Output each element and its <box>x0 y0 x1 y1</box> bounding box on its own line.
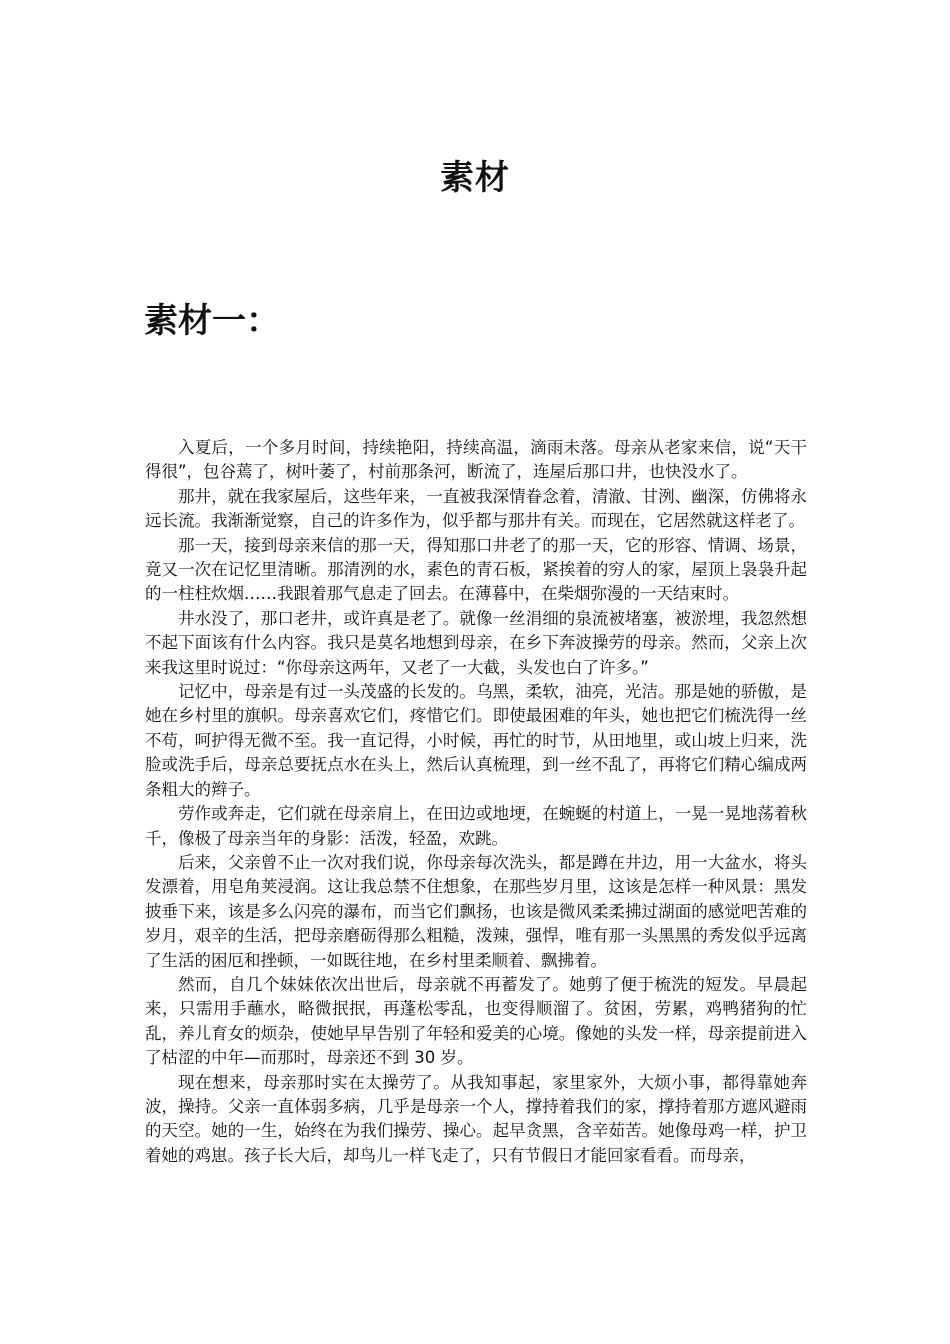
paragraph: 后来，父亲曾不止一次对我们说，你母亲每次洗头，都是蹲在井边，用一大盆水，将头发漂着，用皂角荚浸润。这让我总禁不住想象，在那些岁月里，这该是怎样一种风景：黑发披垂下来，该是多么闪亮的瀑布，而当它们飘扬，也该是微风柔柔拂过湖面的感觉吧苦难的岁月，艰辛的生活，把母亲磨砺得那么粗糙，泼辣，强悍，唯有那一头黑黑的秀发似乎远离了生活的困厄和挫顿，一如既往地，在乡村里柔顺着、飘拂着。 <box>145 852 807 970</box>
paragraph: 那一天，接到母亲来信的那一天，得知那口井老了的那一天，它的形容、情调、场景，竟又一次在记忆里清晰。那清洌的水，素色的青石板，紧挨着的穷人的家，屋顶上袅袅升起的一柱柱炊烟……我跟着那气息走了回去。在薄暮中，在柴烟弥漫的一天结束时。 <box>145 535 807 604</box>
document-title: 素材 <box>440 158 510 198</box>
body-text <box>145 436 807 1168</box>
section-heading: 素材一： <box>144 301 280 341</box>
paragraph: 劳作或奔走，它们就在母亲肩上，在田边或地埂，在蜿蜒的村道上，一晃一晃地荡着秋千，像极了母亲当年的身影：活泼，轻盈，欢跳。 <box>145 804 807 848</box>
paragraph: 那井，就在我家屋后，这些年来，一直被我深情眷念着，清澈、甘洌、幽深，仿佛将永远长流。我渐渐觉察，自己的许多作为，似乎都与那井有关。而现在，它居然就这样老了。 <box>145 486 807 531</box>
paragraph: 现在想来，母亲那时实在太操劳了。从我知事起，家里家外，大烦小事，都得靠她奔波，操持。父亲一直体弱多病，几乎是母亲一个人，撑持着我们的家，撑持着那方遮风避雨的天空。她的一生，始终在为我们操劳、操心。起早贪黑，含辛茹苦。她像母鸡一样，护卫着她的鸡崽。孩子长大后，却鸟儿一样飞走了，只有节假日才能回家看看。而母亲， <box>145 1072 807 1165</box>
paragraph: 井水没了，那口老井，或许真是老了。就像一丝涓细的泉流被堵塞，被淤埋，我忽然想不起下面该有什么内容。我只是莫名地想到母亲，在乡下奔波操劳的母亲。然而，父亲上次来我这里时说过：“你母亲这两年，又老了一大截，头发也白了许多。” <box>145 608 807 677</box>
paragraph: 记忆中，母亲是有过一头茂盛的长发的。乌黑，柔软，油亮，光洁。那是她的骄傲，是她在乡村里的旗帜。母亲喜欢它们，疼惜它们。即使最困难的年头，她也把它们梳洗得一丝不苟，呵护得无微不至。我一直记得，小时候，再忙的时节，从田地里，或山坡上归来，洗脸或洗手后，母亲总要抚点水在头上，然后认真梳理，到一丝不乱了，再将它们精心编成两条粗大的辫子。 <box>145 682 807 799</box>
paragraph: 然而，自几个妹妹依次出世后，母亲就不再蓄发了。她剪了便于梳洗的短发。早晨起来，只需用手蘸水，略微抿抿，再蓬松零乱，也变得顺溜了。贫困，劳累，鸡鸭猪狗的忙乱，养儿育女的烦杂，使她早早告别了年轻和爱美的心境。像她的头发一样，母亲提前进入了枯涩的中年—而那时，母亲还不到 30 岁。 <box>145 974 807 1068</box>
paragraph: 入夏后，一个多月时间，持续艳阳，持续高温，滴雨未落。母亲从老家来信，说“天干得很”，包谷蔫了，树叶萎了，村前那条河，断流了，连屋后那口井，也快没水了。 <box>145 438 807 482</box>
